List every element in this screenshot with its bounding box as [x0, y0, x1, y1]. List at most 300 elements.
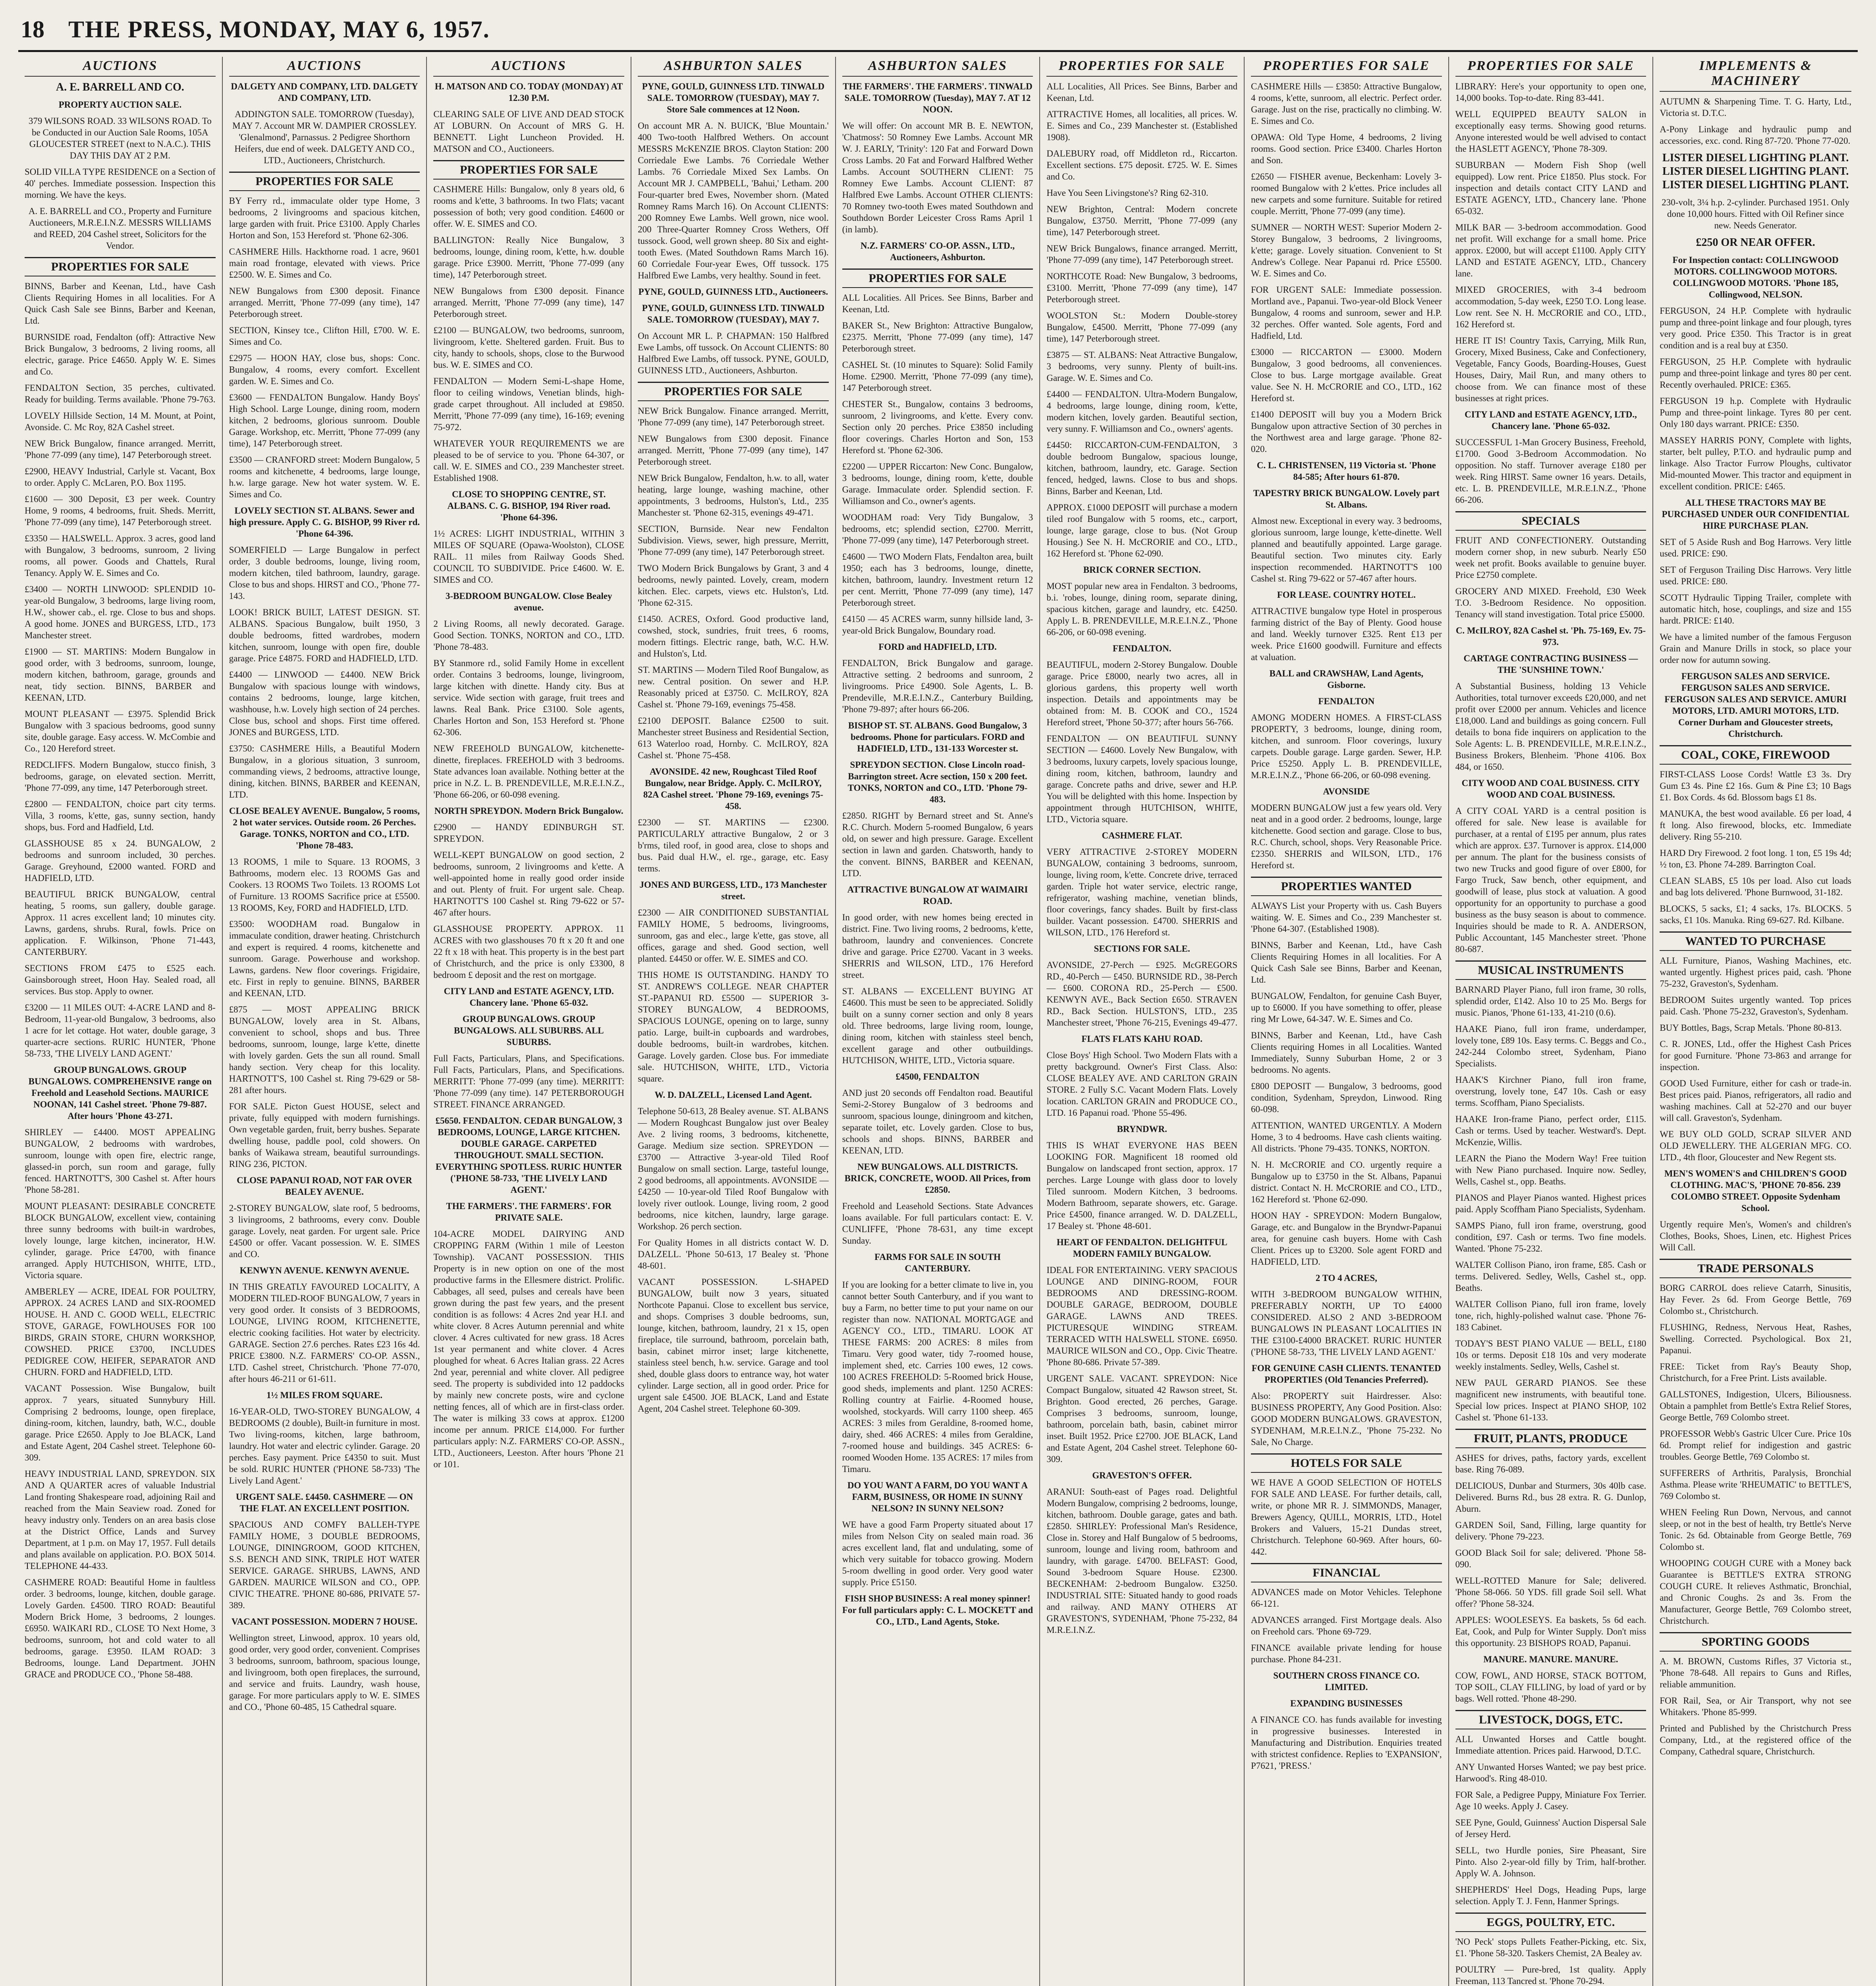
classified-ad: SECTION, Kinsey tce., Clifton Hill, £700. W. E. Simes and Co. [229, 325, 420, 347]
classified-ad: REDCLIFFS. Modern Bungalow, stucco finish, 3 bedrooms, garage, on elevated section. Merritt, 'Phone 77-099, any time, 147 Peterborough street. [25, 760, 216, 793]
classified-ad: 13 ROOMS, 1 mile to Square. 13 ROOMS, 3 Bathrooms, modern elec. 13 ROOMS Gas and Cookers. 13 ROOMS Two Toilets. 13 ROOMS Lot of Furniture. 13 ROOMS Sacrifice price at £5500. 13 ROOMS, Key, FORD and HADFIELD, LTD. [229, 857, 420, 913]
classified-ad: £800 DEPOSIT — Bungalow, 3 bedrooms, good condition, Sydenham, Spreydon, Linwood. Ring 60-098. [1251, 1081, 1442, 1114]
classified-ad: URGENT SALE. VACANT. SPREYDON: Nice Compact Bungalow, situated 42 Rawson street, St. Brighton. Good erected, 26 perches, Garage. Comprises 3 bedrooms, sunroom, lounge, bathroom, porcelain bath, basin, cabinet mirror inset. Built 1952. Price £2700. JOE BLACK, Land and Estate Agent, 204 Cashel street. Telephone 60-309. [1046, 1374, 1237, 1464]
classified-ad: NEW Bungalows from £300 deposit. Finance arranged. Merritt, 'Phone 77-099 (any time), 147 Peterborough street. [638, 434, 829, 467]
classified-ad: FENDALTON, Brick Bungalow and garage. Attractive setting. 2 bedrooms and sunroom, 2 livingrooms. Price £4900. Sole Agents, L. B. Prendeville, M.R.E.I.N.Z., Canterbury Building, 'Phone 79-897; after hours 66-206. [842, 658, 1033, 714]
classified-ad: GOOD Black Soil for sale; delivered. 'Phone 58-090. [1455, 1548, 1646, 1569]
classified-ad: £4600 — TWO Modern Flats, Fendalton area, built 1950; each has 3 bedrooms, lounge, dinette, kitchen, bathroom, laundry. Investment return 12 per cent. Merritt, 'Phone 77-099 (any time), 147 Peterborough street. [842, 552, 1033, 608]
classified-ad: A-Pony Linkage and hydraulic pump and accessories, exc. cond. Ring 87-720. 'Phone 77-020. [1660, 124, 1851, 146]
classified-ad: BINNS, Barber and Keenan, Ltd., have Cash Clients Requiring Homes in all localities. For A Quick Cash Sale see Binns, Barber and Keenan, Ltd. [1251, 940, 1442, 985]
classified-ad: Wellington street, Linwood, approx. 10 years old, good order, very good order, convenient. Comprises 3 bedrooms, sunroom, bathroom, spacious lounge, and livingroom, both open fireplaces, the surround, and service and fruits. Laundry, wash house, garage. For more particulars apply to W. E. SIMES and CO., 'Phone 60-485, 15 Cathedral square. [229, 1633, 420, 1712]
classified-ad: LOOK! BRICK BUILT, LATEST DESIGN. ST. ALBANS. Spacious Bungalow, built 1950, 3 double bedrooms, fitted wardrobes, modern kitchen, sunroom, lounge with open fire, double garage. Price £4875. FORD and HADFIELD, LTD. [229, 607, 420, 663]
classified-ad: £875 — MOST APPEALING BRICK BUNGALOW, lovely area in St. Albans, convenient to school, shops and bus. Three bedrooms, sunroom, lounge, large k'ette, dinette with lovely garden. Gets the sun all round. Small handy section. Very cheap for this locality. HARTNOTT'S, 100 Cashel st. Ring 79-629 or 58-281 after hours. [229, 1005, 420, 1095]
classified-ad: NEW Brighton, Central: Modern concrete Bungalow, £3750. Merritt, 'Phone 77-099 (any time), 147 Peterborough street. [1046, 204, 1237, 237]
classified-columns [18, 57, 1858, 1986]
classified-ad: GROCERY AND MIXED. Freehold, £30 Week T.O. 3-Bedroom Residence. No opposition. Tenancy will stand investigation. Total price £5000. [1455, 586, 1646, 619]
classified-ad: COW, FOWL, AND HORSE, STACK BOTTOM, TOP SOIL, CLAY FILLING, by load of yard or by bags. Well rotted. 'Phone 48-290. [1455, 1671, 1646, 1704]
classified-ad: FENDALTON — ON BEAUTIFUL SUNNY SECTION — £4600. Lovely New Bungalow, with 3 bedrooms, luxury carpets, lovely spacious lounge, dining room, kitchen, bathroom, laundry and garage. Concrete paths and drive, sewer and H.P. You will be delighted with this home. Inspection by appointment through HUTCHISON, WHITE, LTD., Victoria square. [1046, 734, 1237, 824]
classified-ad: APPROX. £1000 DEPOSIT will purchase a modern tiled roof Bungalow with 5 rooms, etc., carport, lounge, large garage, close to bus. (Not Group Housing.) See N. H. McCRORIE and CO., LTD., 162 Hereford st. 'Phone 62-090. [1046, 502, 1237, 558]
column-7 [1245, 57, 1449, 1986]
classified-ad: CLEARING SALE OF LIVE AND DEAD STOCK AT LOBURN. On Account of MRS G. H. BENNETT. Light Luncheon Provided. H. MATSON and CO., Auctioneers. [433, 109, 624, 154]
classified-ad: IDEAL FOR ENTERTAINING. VERY SPACIOUS LOUNGE AND DINING-ROOM, FOUR BEDROOMS AND DRESSING-ROOM. DOUBLE GARAGE, BEDROOM, DOUBLE GARAGE. LAWNS AND TREES. PICTURESQUE WINDING STREAM. TERRACED WITH HALSWELL STONE. £6950. MAURICE WILSON and CO., Opp. Civic Theatre. 'Phone 80-686. Private 57-389. [1046, 1265, 1237, 1367]
classified-ad: LOVELY SECTION ST. ALBANS. Sewer and high pressure. Apply C. G. BISHOP, 99 River rd. 'Phone 64-396. [229, 506, 420, 539]
section-heading: SPORTING GOODS [1660, 1632, 1851, 1652]
classified-ad: On account MR A. N. BUICK, 'Blue Mountain.' 400 Two-tooth Halfbred Wethers. On account MESSRS McKENZIE BROS. Clayton Station: 200 Corriedale Ewe Lambs. 76 Corriedale Wether Lambs. 76 Corriedale Mixed Sex Lambs. On Account MR J. CAMPBELL, 'Bahui,' Letham. 200 Four-quarter bred Ewes, November shorn. (Mated Romney Rams March 16). On Account CLIENTS: 200 Romney Ewe Lambs. Well grown, nice wool. 200 Three-Quarter Romney Cross Wethers, Off tussock. Good, well grown sheep. 80 Six and eight-tooth Ewes. (Mated Southdown Rams March 16). 60 Corriedale Four-year Ewes, Off tussock. 175 Halfbred Ewe Lambs, very healthy. Sound in feet. [638, 121, 829, 280]
classified-ad: NORTH SPREYDON. Modern Brick Bungalow. [434, 806, 623, 816]
classified-ad: SUCCESSFUL 1-Man Grocery Business, Freehold, £1700. Good 3-Bedroom Accommodation. No opposition. No staff. Turnover average £180 per week. Ring HIRST. Same owner 16 years. Details, etc. L. B. PRENDEVILLE, M.R.E.I.N.Z., 'Phone 66-206. [1455, 437, 1646, 505]
classified-ad: SPREYDON SECTION. Close Lincoln road-Barrington street. Acre section, 150 x 200 feet. TONKS, NORTON and CO., LTD. 'Phone 79-483. [847, 760, 1028, 804]
classified-ad: DALEBURY road, off Middleton rd., Riccarton. Excellent sections. £75 deposit. £725. W. E. Simes and Co. [1046, 149, 1237, 182]
classified-ad: LOVELY Hillside Section, 14 M. Mount, at Point, Avonside. C. Mc Roy, 82A Cashel street. [25, 411, 216, 432]
classified-ad: HAAKE Iron-frame Piano, perfect order, £115. Cash or terms. Used by teacher. Westward's. Dept. McKenzie, Willis. [1455, 1114, 1646, 1147]
classified-ad: MOUNT PLEASANT: DESIRABLE CONCRETE BLOCK BUNGALOW, excellent view, containing three sunny bedrooms with built-in wardrobes, lovely lounge, large kitchen, incinerator, H.W. cylinder, garage. Price £4700, with finance arranged. Apply HUTCHISON, WHITE, LTD., Victoria square. [25, 1201, 216, 1280]
classified-ad: ATTRACTIVE bungalow type Hotel in prosperous farming district of the Bay of Plenty. Good house and land. Weekly turnover £325. Rent £13 per week. Price £1600 goodwill. Furniture and effects at valuation. [1251, 606, 1442, 662]
classified-ad: £2900, HEAVY Industrial, Carlyle st. Vacant, Box to order. Apply C. McLaren, P.O. Box 1195. [25, 466, 216, 488]
section-heading: WANTED TO PURCHASE [1660, 931, 1851, 951]
classified-ad: PROFESSOR Webb's Gastric Ulcer Cure. Price 10s 6d. Prompt relief for indigestion and gastric troubles. George Bettle, 769 Colombo st. [1660, 1429, 1851, 1462]
classified-ad: £1400 DEPOSIT will buy you a Modern Brick Bungalow upon attractive Section of 30 perches in the Northwest area and large garage. 'Phone 82-020. [1251, 410, 1442, 454]
classified-ad: AVONSIDE. 42 new, Roughcast Tiled Roof Bungalow, near Bridge. Apply. C. McILROY, 82A Cashel street. 'Phone 79-169, evenings 75-458. [643, 767, 823, 811]
classified-ad: CASHMERE Hills: Bungalow, only 8 years old, 6 rooms and k'ette, 3 bathrooms. In two Flats; vacant possession of both; very good condition. £4600 or offer. W. E. SIMES and CO. [433, 184, 624, 229]
column-5 [836, 57, 1040, 1986]
classified-ad: GROUP BUNGALOWS. GROUP BUNGALOWS. COMPREHENSIVE range on Freehold and Leasehold Sections. MAURICE NOONAN, 141 Cashel street. 'Phone 79-887. After hours 'Phone 43-271. [28, 1065, 212, 1121]
classified-ad: AMONG MODERN HOMES. A FIRST-CLASS PROPERTY, 3 bedrooms, lounge, dining room, kitchen, and sunroom. Floor coverings, luxury carpets. Double garage. Large garden. Sewer, H.P. Price £5250. Apply L. B. PRENDEVILLE, M.R.E.I.N.Z., 'Phone 66-206, or 60-098 evening. [1251, 713, 1442, 780]
classified-ad: BEAUTIFUL BRICK BUNGALOW, central heating, 5 rooms, sun gallery, double garage. Approx. 11 acres excellent land; 10 minutes city. Lawns, gardens, shrubs. Rural, fowls. Price on application. F. Wilkinson, 'Phone 71-443, CANTERBURY. [25, 889, 216, 957]
classified-ad: Also: PROPERTY suit Hairdresser. Also: BUSINESS PROPERTY, Any Good Position. Also: GOOD MODERN BUNGALOWS. GRAVESTON, SYDENHAM, M.R.E.I.N.Z., 'Phone 75-232. No Sale, No Charge. [1251, 1391, 1442, 1447]
classified-ad: CLOSE PAPANUI ROAD, NOT FAR OVER BEALEY AVENUE. [237, 1175, 412, 1197]
classified-ad: WITH 3-BEDROOM BUNGALOW WITHIN, PREFERABLY NORTH, UP TO £4000 CONSIDERED. ALSO 2 AND 3-BEDROOM BUNGALOWS IN PLEASANT LOCALITIES IN THE £3100-£4000 BRACKET. RURIC HUNTER ('PHONE 58-733, 'THE LIVELY LAND AGENT.' [1251, 1289, 1442, 1357]
classified-ad: £3200 — 11 MILES OUT: 4-ACRE LAND and 8-Bedroom, 11-year-old Bungalow, 3 bedrooms, also 1 acre for let cottage. Hot water, double garage, 3 quarter-acre sections. RURIC HUNTER, 'Phone 58-733, 'THE LIVELY LAND AGENT.' [25, 1003, 216, 1059]
classified-ad: 1½ ACRES: LIGHT INDUSTRIAL, WITHIN 3 MILES OF SQUARE (Opawa-Woolston), CLOSE RAIL. 11 miles from Railway Goods Shed. COUNCIL TO SUBDIVIDE. Price £4600. W. E. SIMES and CO. [433, 529, 624, 585]
classified-ad: WELL-KEPT BUNGALOW on good section, 2 bedrooms, sunroom, 2 livingrooms and k'ette. A well-appointed home in really good order inside and out. Plenty of fruit. For urgent sale. Cheap. HARTNOTT'S 100 Cashel st. Ring 79-622 or 57-467 after hours. [433, 850, 624, 918]
classified-ad: PIANOS and Player Pianos wanted. Highest prices paid. Apply Scoffham Piano Specialists, Sydenham. [1455, 1193, 1646, 1214]
classified-ad: NEW FREEHOLD BUNGALOW, kitchenette-dinette, fireplaces. FREEHOLD with 3 bedrooms. State advances loan available. Nothing better at the price in N.Z. L. B. PRENDEVILLE, M.R.E.I.N.Z., 'Phone 66-206, or 60-098 evening. [433, 744, 624, 800]
classified-ad: WE have a good Farm Property situated about 17 miles from Nelson City on sealed main road. 36 acres excellent land, flat and undulating, some of which very suitable for tobacco growing. Modern 5-room dwelling in good order. Very good water supply. Price £5150. [842, 1520, 1033, 1587]
classified-ad: TWO Modern Brick Bungalows by Grant, 3 and 4 bedrooms, newly painted. Lovely, cream, modern kitchen. Elec. carpets, views etc. Hulston's, Ltd. 'Phone 62-315. [638, 563, 829, 608]
classified-ad: SUMNER — NORTH WEST: Superior Modern 2-Storey Bungalow, 3 bedrooms, 2 livingrooms, k'ette; garage. Lovely situation. Convenient to St Andrew's College. Near Papanui rd. Price £5500. W. E. Simes and Co. [1251, 222, 1442, 278]
classified-ad: CITY WOOD AND COAL BUSINESS. CITY WOOD AND COAL BUSINESS. [1461, 778, 1640, 800]
classified-ad: £3500 — CRANFORD street: Modern Bungalow, 5 rooms and kitchenette, 4 bedrooms, large lounge, h.w. large garage. New hot water system. W. E. Simes and Co. [229, 455, 420, 499]
column-header: AUCTIONS [229, 57, 420, 77]
classified-ad: PROPERTY AUCTION SALE. [58, 100, 182, 110]
classified-ad: LEARN the Piano the Modern Way! Free tuition with New Piano purchased. Inquire now. Sedley, Wells, Cashel st., opp. Beaths. [1455, 1153, 1646, 1186]
classified-ad: BY Ferry rd., immaculate older type Home, 3 bedrooms, 2 livingrooms and spacious kitchen, large garden with fruit. Price £3100. Apply Charles Horton and Son, 153 Hereford st. 'Phone 62-306. [229, 196, 420, 240]
classified-ad: GARDEN Soil, Sand, Filling, large quantity for delivery. 'Phone 79-223. [1455, 1520, 1646, 1542]
classified-ad: WALTER Collison Piano, full iron frame, lovely tone, rich, highly-polished walnut case. 'Phone 76-183 Cabinet. [1455, 1299, 1646, 1332]
classified-ad: GOOD Used Furniture, either for cash or trade-in. Best prices paid. Pianos, refrigerators, all radio and washing machines. Call at 52-270 and our buyer will call. Graveston's, Sydenham. [1660, 1078, 1851, 1123]
classified-ad: THIS HOME IS OUTSTANDING. HANDY TO ST. ANDREW'S COLLEGE. NEAR CHAPTER ST.-PAPANUI RD. £5500 — SUPERIOR 3-STOREY BUNGALOW, 4 BEDROOMS, SPACIOUS LOUNGE, opening on to large, sunny patio. Large, built-in cupboards and wardrobes, double bedrooms, built-in wardrobes, kitchen. Garage. Lovely garden. Close bus. For immediate sale. HUTCHISON, WHITE, LTD., Victoria square. [638, 970, 829, 1084]
classified-ad: CHESTER St., Bungalow, contains 3 bedrooms, sunroom, 2 livingrooms, and k'ette. Every conv. Section only 20 perches. Price £3850 including floor coverings. Charles Horton and Son, 153 Hereford st. 'Phone 62-306. [842, 399, 1033, 455]
classified-ad: WOOLSTON St.: Modern Double-storey Bungalow, £4500. Merritt, 'Phone 77-099 (any time), 147 Peterborough street. [1046, 311, 1237, 344]
column-8 [1449, 57, 1654, 1986]
classified-ad: £4450: RICCARTON-CUM-FENDALTON, 3 double bedroom Bungalow, spacious lounge, kitchen, bathroom, laundry, etc. Garage. Section fenced, hedged, lawns. Close to bus and shops. Binns, Barber and Keenan, Ltd. [1046, 440, 1237, 496]
classified-ad: ALL Unwanted Horses and Cattle bought. Immediate attention. Prices paid. Harwood, D.T.C. [1455, 1734, 1646, 1756]
section-heading: PROPERTIES FOR SALE [433, 160, 624, 180]
classified-ad: Almost new. Exceptional in every way. 3 bedrooms, glorious sunroom, large lounge, k'ette-dinette. Well planned and beautifully appointed. Large garage. Beautiful section. Two minutes city. Early inspection recommended. HARTNOTT'S 100 Cashel st. Ring 79-622 or 57-467 after hours. [1251, 516, 1442, 583]
classified-ad: FREE: Ticket from Ray's Beauty Shop, Christchurch, for a Free Print. Lists available. [1660, 1362, 1851, 1383]
classified-ad: SUBURBAN — Modern Fish Shop (well equipped). Low rent. Price £1850. Plus stock. For inspection and details contact CITY LAND and ESTATE AGENCY, LTD., Chancery lane. 'Phone 65-032. [1455, 160, 1646, 216]
classified-ad: 379 WILSONS ROAD. 33 WILSONS ROAD. To be Conducted in our Auction Sale Rooms, 105A GLOUCESTER STREET (next to N.A.C.). THIS DAY THIS DAY AT 2 P.M. [28, 116, 212, 160]
classified-ad: ANY Unwanted Horses Wanted; we pay best price. Harwood's. Ring 48-010. [1455, 1762, 1646, 1783]
page-number: 18 [21, 16, 44, 43]
classified-ad: £3600 — FENDALTON Bungalow. Handy Boys' High School. Large Lounge, dining room, modern kitchen, 2 bedrooms, glorious sunroom. Double Garage. Workshop, etc. Merritt, 'Phone 77-099 (any time), 147 Peterborough street. [229, 392, 420, 448]
classified-ad: 230-volt, 3¼ h.p. 2-cylinder. Purchased 1951. Only done 10,000 hours. Fitted with Oil Refiner since new. Needs Generator. [1662, 197, 1850, 230]
classified-ad: FOR SALE. Picton Guest HOUSE, select and private, fully equipped with modern furnishings. Own vegetable garden, fruit, berry bushes. Separate dwelling house, paddle pool, cold showers. On banks of Waikawa stream, beautiful surroundings. RING 236, PICTON. [229, 1101, 420, 1169]
classified-ad: ADDINGTON SALE. TOMORROW (Tuesday), MAY 7. Account MR W. DAMPIER CROSSLEY. 'Glenalmond', Parnassus. 2 Pedigree Shorthorn Heifers, due end of week. DALGETY AND CO., LTD., Auctioneers, Christchurch. [232, 109, 417, 165]
classified-ad: HARD Dry Firewood. 2 foot long. 1 ton, £5 19s 4d; ½ ton, £3. Phone 74-289. Barrington Coal. [1660, 848, 1851, 869]
classified-ad: ALL THESE TRACTORS MAY BE PURCHASED UNDER OUR CONFIDENTIAL HIRE PURCHASE PLAN. [1662, 498, 1849, 531]
classified-ad: WHEN Feeling Run Down, Nervous, and cannot sleep, or not in the best of health, try Bettle's Nerve Tonic. 2s 6d. Obtainable from George Bettle, 769 Colombo st. [1660, 1507, 1851, 1552]
classified-ad: MOST popular new area in Fendalton. 3 bedrooms, b.i. 'robes, lounge, dining room, separate dining, spacious kitchen, garage and laundry, etc. £4250. Apply L. B. PRENDEVILLE, M.R.E.I.N.Z., 'Phone 66-206, or 60-098 evening. [1046, 581, 1237, 637]
classified-ad: £3350 — HALSWELL. Approx. 3 acres, good land with Bungalow, 3 bedrooms, sunroom, 2 living rooms, all power. Goods and Chattels, Rural Tenancy. Apply W. E. Simes and Co. [25, 533, 216, 578]
column-header: AUCTIONS [25, 57, 216, 77]
classified-ad: WOODHAM road: Very Tidy Bungalow, 3 bedrooms, etc; splendid section, £2700. Merritt, 'Phone 77-099 (any time), 147 Peterborough street. [842, 512, 1033, 545]
classified-ad: 'NO Peck' stops Pullets Feather-Picking, etc. Six, £1. 'Phone 58-320. Taskers Chemist, 2A Bealey av. [1455, 1937, 1646, 1958]
classified-ad: HERE IT IS! Country Taxis, Carrying, Milk Run, Grocery, Mixed Business, Cake and Confectionery, Vegetable, Fancy Goods, Boarding-Houses, Guest Houses, Dairy, Mail Run, and many others to choose from. We can finance most of these businesses at right prices. [1455, 336, 1646, 403]
classified-ad: FLUSHING, Redness, Nervous Heat, Rashes, Swelling. Corrected. Psychological. Box 21, Papanui. [1660, 1322, 1851, 1355]
classified-ad: BRICK CORNER SECTION. [1083, 565, 1201, 575]
classified-ad: OPAWA: Old Type Home, 4 bedrooms, 2 living rooms. Good section. Price £3400. Charles Horton and Son. [1251, 132, 1442, 165]
classified-ad: FERGUSON, 24 H.P. Complete with hydraulic pump and three-point linkage and four plough, tyres very good. Price £350. This Tractor is in great condition and is a real buy at £350. [1660, 306, 1851, 350]
classified-ad: SUFFERERS of Arthritis, Paralysis, Bronchial Asthma. Please write 'RHEUMATIC' to BETTLE'S, 769 Colombo st. [1660, 1468, 1851, 1501]
classified-ad: £3500: WOODHAM road. Bungalow in immaculate condition, drawer heating. Christchurch and expert is required. 4 rooms, kitchenette and sunroom. Garage. Powerhouse and workshop. Lawns, gardens. New floor coverings. Frigidaire, etc. First in reply to genuine. BINNS, BARBER and KEENAN, LTD. [229, 919, 420, 998]
classified-ad: A CITY COAL YARD is a central position is offered for sale. New lease is available for purchaser, at a rental of £195 per annum, plus rates which are approx. £37. Turnover is approx. £14,000 per annum. The plant for the business consists of two new Trucks and good figure of over £800, for Fargo Truck, Saw bench, other equipment, and goodwill of lease, plus stock at valuation. A good opportunity for an opportunity to purchase a good business as the busy season is about to commence. Inquiries should be made to R. A. ANDERSON, Public Accountant, 145 Manchester street. 'Phone 80-687. [1455, 806, 1646, 954]
section-heading: PROPERTIES FOR SALE [229, 172, 420, 191]
classified-ad: ALWAYS List your Property with us. Cash Buyers waiting. W. E. Simes and Co., 239 Manchester st. 'Phone 64-307. (Established 1908). [1251, 901, 1442, 934]
classified-ad: HAAK'S Kirchner Piano, full iron frame, overstrung, lovely tone, £47 10s. Cash or easy terms. Scoffham, Piano Specialists. [1455, 1075, 1646, 1108]
section-heading: PROPERTIES WANTED [1251, 877, 1442, 896]
classified-ad: THIS IS WHAT EVERYONE HAS BEEN LOOKING FOR. Magnificent 18 roomed old Bungalow on landscaped front section, approx. 17 perches. Large Lounge with glass door to lovely Tiled sunroom. Modern Kitchen, 3 bedrooms. Modern Bathroom, separate showers, etc. Garage. Price £4500, finance arranged. W. D. DALZELL, 17 Bealey st. 'Phone 48-601. [1046, 1140, 1237, 1231]
classified-ad: BRYNDWR. [1117, 1124, 1167, 1134]
classified-ad: KENWYN AVENUE. KENWYN AVENUE. [239, 1265, 409, 1275]
classified-ad: £2100 — BUNGALOW, two bedrooms, sunroom, livingroom, k'ette. Sheltered garden. Fruit. Bus to city, handy to schools, shops, close to the Burwood bus. W. E. SIMES and CO. [433, 325, 624, 370]
classified-ad: £3875 — ST. ALBANS: Neat Attractive Bungalow, 3 bedrooms, very sunny. Plenty of built-ins. Garage. W. E. Simes and Co. [1046, 350, 1237, 383]
classified-ad: SET of 5 Aside Rush and Bog Harrows. Very little used. PRICE: £90. [1660, 537, 1851, 558]
classified-ad: ST. ALBANS — EXCELLENT BUYING AT £4600. This must be seen to be appreciated. Solidly built on a sunny corner section and only 8 years old. Three bedrooms, large living room, lounge, dining room, kitchen with stainless steel bench, excellent garage and other outbuildings. HUTCHISON, WHITE, LTD., Victoria square. [842, 986, 1033, 1065]
classified-ad: CLOSE BEALEY AVENUE. Bungalow, 5 rooms, 2 hot water services. Outside room. 26 Perches. Garage. TONKS, NORTON and CO., LTD. 'Phone 78-483. [229, 806, 420, 850]
classified-ad: FARMS FOR SALE IN SOUTH CANTERBURY. [874, 1252, 1001, 1273]
classified-ad: BAKER St., New Brighton: Attractive Bungalow, £2375. Merritt, 'Phone 77-099 (any time), 147 Peterborough street. [842, 321, 1033, 354]
classified-ad: 3-BEDROOM BUNGALOW. Close Bealey avenue. [445, 591, 612, 612]
column-4 [631, 57, 836, 1986]
column-9 [1653, 57, 1858, 1986]
classified-ad: ALL Localities, All Prices. See Binns, Barber and Keenan, Ltd. [1046, 81, 1237, 103]
classified-ad: SPACIOUS AND COMFY BALLEH-TYPE FAMILY HOME, 3 DOUBLE BEDROOMS, LOUNGE, DININGROOM, GOOD KITCHEN, S.S. BENCH AND SINK, TRIPLE HOT WATER SERVICE. GARAGE. SHRUBS, LAWNS, AND GARDEN. MAURICE WILSON and CO., OPP. CIVIC THEATRE. 'PHONE 80-686, PRIVATE 57-389. [229, 1520, 420, 1610]
classified-ad: BUNGALOW, Fendalton, for genuine Cash Buyer, up to £6000. If you have something to offer, please ring Mr Lowe, 64-347. W. E. Simes and Co. [1251, 991, 1442, 1024]
classified-ad: PYNE, GOULD, GUINNESS LTD., Auctioneers. [638, 287, 828, 297]
classified-ad: DO YOU WANT A FARM, DO YOU WANT A FARM, BUSINESS, OR HOME IN SUNNY NELSON? IN SUNNY NELSON? [847, 1480, 1028, 1513]
classified-ad: HEAVY INDUSTRIAL LAND, SPREYDON. SIX AND A QUARTER acres of valuable Industrial Land fronting Shakespeare road, adjoining Rail and reached from the Main Seaview road. Zoned for heavy industry only. Tenders on an area basis close at the District Office, Lands and Survey Department, at 1 p.m. on May 17, 1957. Full details and plans available on application. P.O. BOX 5014. TELEPHONE 44-433. [25, 1469, 216, 1571]
classified-ad: 104-ACRE MODEL DAIRYING AND CROPPING FARM (Within 1 mile of Leeston Township). VACANT POSSESSION. THIS Property is in new option on one of the most productive farms in the Ellesmere district. Prolific. Cabbages, all seed, pulses and cereals have been grown during the past few years, and the present condition is as follows: 4 Acres 2nd year H.I. and white clover. 8 Acres Autumn perennial and white clover. 4 Acres cultivated for new grass. 18 Acres 1st year permanent and white clover. 4 Acres ploughed for wheat. 6 Acres Italian grass. 22 Acres 2nd year, perennial and white clover. All pedigree seed. The property is subdivided into 12 paddocks by mainly new concrete posts, wire and cyclone netting fences, all of which are in first-class order. The water is milking 33 cows at approx. £1200 income per annum. PRICE £14,000. For further particulars apply: N.Z. FARMERS' CO-OP. ASSN., LTD., Auctioneers, Leeston. After hours 'Phone 21 or 101. [433, 1229, 624, 1469]
classified-ad: A Substantial Business, holding 13 Vehicle Authorities, total turnover exceeds £20,000, and net profit over £2000 per annum. Vehicles and licence £18,000. Land and buildings as going concern. Full details to bona fide inquirers on application to the Sole Agents: L. B. PRENDEVILLE, M.R.E.I.N.Z., Business Brokers, Blenheim. 'Phone 4106. Box 484, or 1650. [1455, 681, 1646, 772]
section-heading: MUSICAL INSTRUMENTS [1455, 960, 1646, 980]
classified-ad: 2-STOREY BUNGALOW, slate roof, 5 bedrooms, 3 livingrooms, 2 bathrooms, every conv. Double garage. Lovely, neat garden. For urgent sale. Price £4500 or offer. Vacant possession. W. E. SIMES and CO. [229, 1203, 420, 1259]
classified-ad: £4400 — LINWOOD — £4400. NEW Brick Bungalow with spacious lounge with windows, contains 2 bedrooms, lounge, large kitchen, washhouse, h.w. Lovely high section of 24 perches. Close bus, school and shops. First time offered. JONES and BURGESS, LTD. [229, 670, 420, 737]
classified-ad: NEW Brick Bungalow, Fendalton, h.w. to all, water heating, large lounge, washing machine, other appointments, 3 bedrooms, Hulston's, Ltd., 235 Manchester st. 'Phone 62-315, evenings 49-471. [638, 473, 829, 518]
column-2 [223, 57, 427, 1986]
classified-ad: BLOCKS, 5 sacks, £1; 4 sacks, 17s. BLOCKS. 5 sacks, £1 10s. Manuka. Ring 69-627. Rd. Kilbane. [1660, 904, 1851, 925]
classified-ad: £4500, FENDALTON [896, 1072, 980, 1082]
classified-ad: FOR URGENT SALE: Immediate possession. Mortland ave., Papanui. Two-year-old Block Veneer Bungalow, 4 rooms and sunroom, sewer and H.P. 32 perches. Offer wanted. Sole agents, Ford and Hadfield, Ltd. [1251, 285, 1442, 341]
classified-ad: FOR LEASE. COUNTRY HOTEL. [1277, 590, 1416, 600]
classified-ad: TODAY'S BEST PIANO VALUE — BELL, £180 10s or terms. Deposit £18 10s and very moderate weekly instalments. Sedley, Wells, Cashel st. [1455, 1339, 1646, 1372]
classified-ad: A. M. BROWN, Customs Rifles, 37 Victoria st., 'Phone 78-648. All repairs to Guns and Rifles, reliable ammunition. [1660, 1656, 1851, 1689]
classified-ad: £2200 — UPPER Riccarton: New Conc. Bungalow, 3 bedrooms, lounge, dining room, k'ette, double Garage. Immaculate order. Splendid section. F. Williamson and Co., owner's agents. [842, 462, 1033, 506]
classified-ad: SECTIONS FOR SALE. [1094, 944, 1190, 954]
classified-ad: WELL EQUIPPED BEAUTY SALON in exceptionally easy terms. Showing good returns. Anyone interested would be well advised to contact the HASLETT AGENCY, 'Phone 78-309. [1455, 109, 1646, 154]
classified-ad: ARANUI: South-east of Pages road. Delightful Modern Bungalow, comprising 2 bedrooms, lounge, kitchen, bathroom. Double garage, gates and bath. £2850. SHIRLEY: Professional Man's Residence, Close in. Storey and Half Bungalow of 5 bedrooms, sunroom, lounge and living room, bathroom and laundry, with garage. £4700. BELFAST: Good, Sound 3-bedroom Square House. £2300. BECKENHAM: 2-bedroom Bungalow. £3250. INDUSTRIAL SITE: Situated handy to good roads and railway. AND MANY OTHERS AT GRAVESTON'S, SYDENHAM, 'Phone 75-232, 84 M.R.E.I.N.Z. [1046, 1487, 1237, 1635]
section-heading: PROPERTIES FOR SALE [842, 269, 1033, 288]
classified-ad: W. D. DALZELL, Licensed Land Agent. [654, 1090, 812, 1100]
classified-ad: £2800 — FENDALTON, choice part city terms. Villa, 3 rooms, k'ette, gas, sunny section, handy shops, bus. Ford and Hadfield, Ltd. [25, 799, 216, 832]
classified-ad: EXPANDING BUSINESSES [1290, 1698, 1403, 1708]
classified-ad: SELL, two Hurdle ponies, Sire Pheasant, Sire Pinto. Also 2-year-old filly by Trim, half-brother. Apply W. A. Johnson. [1455, 1845, 1646, 1878]
column-header: PROPERTIES FOR SALE [1251, 57, 1442, 77]
classified-ad: On Account MR L. P. CHAPMAN: 150 Halfbred Ewe Lambs, off tussock. On Account CLIENTS: 80 Halfbred Ewe Lambs, off tussock. PYNE, GOULD, GUINNESS LTD., Auctioneers, Ashburton. [638, 331, 829, 375]
classified-ad: £2300 — ST. MARTINS — £2300. PARTICULARLY attractive Bungalow, 2 or 3 b'rms, tiled roof, in good area, close to shops and bus. Paid dual H.W., el. rge., garage, etc. Easy terms. [638, 817, 829, 873]
classified-ad: THE FARMERS'. THE FARMERS'. FOR PRIVATE SALE. [446, 1201, 612, 1223]
classified-ad: SECTIONS FROM £475 to £525 each. Gainsborough street, Hoon Hay. Sealed road, all services. Bus stop. Apply to owner. [25, 963, 216, 996]
classified-ad: BALLINGTON: Really Nice Bungalow, 3 bedrooms, lounge, dining room, k'ette, h.w. double garage. Price £3900. Merritt, 'Phone 77-099 (any time), 147 Peterborough street. [433, 235, 624, 280]
classified-ad: £2975 — HOON HAY, close bus, shops: Conc. Bungalow, 4 rooms, every comfort. Excellent garden. W. E. Simes and Co. [229, 353, 420, 386]
classified-ad: CLEAN SLABS, £5 10s per load. Also cut loads and bag lots delivered. 'Phone Burnwood, 31-182. [1660, 876, 1851, 897]
column-header: IMPLEMENTS & MACHINERY [1660, 57, 1851, 92]
classified-ad: FOR GENUINE CASH CLIENTS. TENANTED PROPERTIES (Old Tenancies Preferred). [1251, 1363, 1441, 1385]
classified-ad: MILK BAR — 3-bedroom accommodation. Good net profit. Will exchange for a small home. Price approx. £2000, but will accept £1100. Apply CITY LAND and ESTATE AGENCY, LTD., Chancery lane. [1455, 222, 1646, 278]
classified-ad: SHIRLEY — £4400. MOST APPEALING BUNGALOW, 2 bedrooms with wardrobes, sunroom, lounge with open fire, electric range, glassed-in porch, sun room and garage, fully fenced. HARTNOTT'S, 300 Cashel st. After hours 'Phone 58-281. [25, 1127, 216, 1195]
classified-ad: AMBERLEY — ACRE, IDEAL FOR POULTRY, APPROX. 24 ACRES LAND and SIX-ROOMED HOUSE. H. AND C. GOOD WELL, ELECTRIC STOVE, GARAGE, FOWLHOUSES FOR 100 BIRDS, GRAIN STORE, CHURN WORKSHOP, COWSHED. PRICE £3700, INCLUDES PEDIGREE COW, HEIFER, SEPARATOR AND CHURN. FORD and HADFIELD, LTD. [25, 1287, 216, 1377]
classified-ad: SOMERFIELD — Large Bungalow in perfect order, 3 double bedrooms, lounge, living room, modern kitchen, tiled bathroom, laundry, garage. Close to bus and shops. HIRST and CO., 'Phone 77-143. [229, 545, 420, 601]
classified-ad: £2300 — AIR CONDITIONED SUBSTANTIAL FAMILY HOME, 5 bedrooms, livingrooms, sunroom, gas and elec., large k'ette, gas stove, all offices, garage and shed. Good section, well planted. £4450 or offer. W. E. SIMES and CO. [638, 908, 829, 964]
classified-ad: GALLSTONES, Indigestion, Ulcers, Biliousness. Obtain a pamphlet from Bettle's Extra Relief Stores, George Bettle, 769 Colombo street. [1660, 1389, 1851, 1422]
classified-ad: £1450. ACRES, Oxford. Good productive land, cowshed, stock, sundries, fruit trees, 6 rooms, modern fittings. Electric range, bath, W.C. H.W. and Hulston's, Ltd. [638, 614, 829, 659]
classified-ad: NORTHCOTE Road: New Bungalow, 3 bedrooms, £3100. Merritt, 'Phone 77-099 (any time), 147 Peterborough street. [1046, 271, 1237, 304]
classified-ad: APPLES: WOOLESEYS. Ea baskets, 5s 6d each. Eat, Cook, and Pulp for Winter Supply. Don't miss this opportunity. 23 BISHOPS ROAD, Papanui. [1455, 1615, 1646, 1648]
section-heading: FINANCIAL [1251, 1563, 1442, 1582]
classified-ad: WE HAVE A GOOD SELECTION OF HOTELS FOR SALE AND LEASE. For further details, call, write, or phone MR R. J. SIMMONDS, Manager, Brewers Agency, QUILL, MORRIS, LTD., Hotel Brokers and Valuers, 15-21 Dundas street, Christchurch. Telephone 60-969. After hours, 60-442. [1251, 1478, 1442, 1557]
classified-ad: We have a limited number of the famous Ferguson Grain and Manure Drills in stock, so place your order now for autumn sowing. [1660, 632, 1851, 665]
column-3 [427, 57, 631, 1986]
classified-ad: FISH SHOP BUSINESS: A real money spinner! For full particulars apply: C. L. MOCKETT and CO., LTD., Land Agents, Stoke. [842, 1594, 1033, 1627]
classified-ad: CASHMERE Hills. Hackthorne road. 1 acre, 9601 main road frontage, elevated with views. Price £2500. W. E. Simes and Co. [229, 247, 420, 280]
classified-ad: If you are looking for a better climate to live in, you cannot better South Canterbury, and if you want to buy a Farm, no better time to put your name on our register than now. NATIONAL MORTGAGE and AGENCY CO., LTD., TIMARU. LOOK AT THESE FARMS: 200 ACRES: 8 miles from Timaru. Very good water, tidy 7-roomed house, implement shed, etc. Carries 100 ewes, 12 cows. 100 ACRES FREEHOLD: 5-Roomed brick House, good sheds, implements and plant. 1250 ACRES: Rolling country at Fairlie. 4-Roomed house, woolshed, stockyards. Will carry 1100 sheep. 465 ACRES: 3 miles from Geraldine, 8-roomed home, dairy, shed. 466 ACRES: 4 miles from Geraldine, 7-roomed house and buildings. 345 ACRES: 6-roomed Wooden Home. 135 ACRES: 17 miles from Timaru. [842, 1280, 1033, 1474]
classified-ad: MANURE. MANURE. MANURE. [1483, 1654, 1618, 1664]
classified-ad: Printed and Published by the Christchurch Press Company, Ltd., at the registered office of the Company, Cathedral square, Christchurch. [1660, 1723, 1851, 1756]
classified-ad: WHOOPING COUGH CURE with a Money back Guarantee is BETTLE'S EXTRA STRONG COUGH CURE. It relieves Asthmatic, Bronchial, and Chronic Coughs. 2s and 3s. From the Manufacturer, George Bettle, 769 Colombo street, Christchurch. [1660, 1558, 1851, 1626]
classified-ad: FERGUSON 19 h.p. Complete with Hydraulic Pump and three-point linkage. Tyres 80 per cent. Only 180 days warrant. PRICE: £350. [1660, 396, 1851, 429]
classified-ad: HEART OF FENDALTON. DELIGHTFUL MODERN FAMILY BUNGALOW. [1056, 1237, 1228, 1259]
column-header: AUCTIONS [433, 57, 624, 77]
classified-ad: N.Z. FARMERS' CO-OP. ASSN., LTD., Auctioneers, Ashburton. [860, 241, 1015, 262]
classified-ad: For Quality Homes in all districts contact W. D. DALZELL. 'Phone 50-613, 17 Bealey st. 'Phone 48-601. [638, 1238, 829, 1271]
classified-ad: BY Stanmore rd., solid Family Home in excellent order. Contains 3 bedrooms, lounge, livingroom, large kitchen with dinette. Handy city. Bus at service. Wide section with garage, fruit trees and lawns. Real Bank. Price £3100. Sole agents, Charles Horton and Son, 153 Hereford st. 'Phone 62-306. [433, 658, 624, 737]
classified-ad: GLASSHOUSE PROPERTY. APPROX. 11 ACRES with two glasshouses 70 ft x 20 ft and one 22 ft x 18 with heat. This property is in the best part of Christchurch, and the price is only £3300, 8 bedroom £ deposit and the rest on mortgage. [433, 924, 624, 980]
classified-ad: FINANCE available private lending for house purchase. Phone 84-231. [1251, 1643, 1442, 1664]
classified-ad: NEW Bungalows from £300 deposit. Finance arranged. Merritt, 'Phone 77-099 (any time), 147 Peterborough street. [433, 286, 624, 319]
classified-ad: VACANT POSSESSION. MODERN 7 HOUSE. [231, 1617, 418, 1627]
classified-ad: SECTION, Burnside. Near new Fendalton Subdivision. Views, sewer, high pressure, Merritt, 'Phone 77-099 (any time), 147 Peterborough street. [638, 524, 829, 557]
classified-ad: We will offer: On account MR B. E. NEWTON, 'Chatmoss': 50 Romney Ewe Lambs. Account MR W. J. EARLY, 'Trinity': 120 Fat and Forward Down Cross Lambs. 20 Fat and Forward Halfbred Wether Lambs. Account SOUTHERN CLIENT: 75 Romney Ewe Lambs. Account CLIENT: 87 Halfbred Ewe Lambs. Account OTHER CLIENTS: 70 Romney two-tooth Ewes mated Southdown and Southdown Border Leicester Cross Rams April 1 (in lamb). [842, 121, 1033, 234]
classified-ad: Urgently require Men's, Women's and children's Clothes, Books, Shoes, Linen, etc. Highest Prices Will Call. [1660, 1219, 1851, 1252]
classified-ad: FLATS FLATS KAHU ROAD. [1081, 1034, 1202, 1044]
section-heading: FRUIT, PLANTS, PRODUCE [1455, 1429, 1646, 1448]
classified-ad: PYNE, GOULD, GUINNESS LTD. TINWALD SALE. TOMORROW (TUESDAY), MAY 7. [642, 303, 825, 325]
classified-ad: NEW Brick Bungalow, finance arranged. Merritt, 'Phone 77-099 (any time), 147 Peterborough street. [25, 439, 216, 460]
classified-ad: MANUKA, the best wood available. £6 per load, 4 ft long. Also firewood, blocks, etc. Immediate delivery. Ring 55-210. [1660, 809, 1851, 842]
classified-ad: FENDALTON. [1112, 643, 1172, 653]
classified-ad: MEN'S WOMEN'S and CHILDREN'S GOOD CLOTHING. MAC'S, 'PHONE 70-856. 239 COLOMBO STREET. Opposite Sydenham School. [1664, 1169, 1847, 1213]
classified-ad: A. E. BARRELL and CO., Property and Furniture Auctioneers, M.R.E.I.N.Z. MESSRS WILLIAMS and REED, 204 Cashel street, Solicitors for the Vendor. [28, 206, 212, 251]
classified-ad: SCOTT Hydraulic Tipping Trailer, complete with automatic hitch, hose, couplings, and size and 155 hardt. PRICE: £140. [1660, 593, 1851, 626]
classified-ad: CASHMERE ROAD: Beautiful Home in faultless order. 3 bedrooms, lounge, kitchen, double garage. Lovely Garden. £4500. TIRO ROAD: Beautiful Modern Brick Home, 3 bedrooms, 2 lounges. £6950. WAIKARI RD., CLOSE TO Next Home, 3 bedrooms, sunroom, hot and cold water to all bedrooms, garage. £3950. ILAM ROAD: 3 Bedrooms, lounge. Land Department. JOHN GRACE and PRODUCE CO., 'Phone 58-488. [25, 1577, 216, 1679]
classified-ad: BEDROOM Suites urgently wanted. Top prices paid. Cash. 'Phone 75-232, Graveston's, Sydenham. [1660, 995, 1851, 1016]
classified-ad: N. H. McCRORIE and CO. urgently require a Bungalow up to £3750 in the St. Albans, Papanui district. Contact N. H. McCRORIE and CO., LTD., 162 Hereford st. 'Phone 62-090. [1251, 1160, 1442, 1204]
classified-ad: BINNS, Barber and Keenan, Ltd., have Cash Clients requiring Homes in all Localities. Wanted Immediately, Sunny Suburban Home, 2 or 3 bedrooms. No agents. [1251, 1030, 1442, 1075]
classified-ad: C. L. CHRISTENSEN, 119 Victoria st. 'Phone 84-585; After hours 61-870. [1256, 460, 1436, 482]
classified-ad: AND just 20 seconds off Fendalton road. Beautiful Semi-2-Storey Bungalow of 3 bedrooms and sunroom, spacious lounge, diningroom and kitchen, separate toilet, etc. Lovely garden. Close to bus, schools and shops. BINNS, BARBER and KEENAN, LTD. [842, 1088, 1033, 1155]
classified-ad: WELL-ROTTED Manure for Sale; delivered. 'Phone 58-066. 50 YDS. fill grade Soil sell. What offer? 'Phone 58-324. [1455, 1576, 1646, 1609]
column-header: ASHBURTON SALES [842, 57, 1033, 77]
classified-ad: ALL Furniture, Pianos, Washing Machines, etc. wanted urgently. Highest prices paid, cash. 'Phone 75-232, Graveston's, Sydenham. [1660, 956, 1851, 989]
classified-ad: NEW BUNGALOWS. ALL DISTRICTS. BRICK, CONCRETE, WOOD. All Prices, from £2850. [844, 1162, 1031, 1195]
classified-ad: NEW Bungalows from £300 deposit. Finance arranged. Merritt, 'Phone 77-099 (any time), 147 Peterborough street. [229, 286, 420, 319]
classified-ad: BORG CARROL does relieve Catarrh, Sinusitis, Hay Fever. 2s 6d. From George Bettle, 769 Colombo st., Christchurch. [1660, 1283, 1851, 1316]
classified-ad: 2 TO 4 ACRES, [1315, 1273, 1377, 1283]
classified-ad: C. McILROY, 82A Cashel st. 'Ph. 75-169, Ev. 75-973. [1455, 626, 1646, 647]
classified-ad: 16-YEAR-OLD, TWO-STOREY BUNGALOW, 4 BEDROOMS (2 double), Built-in furniture in most. Two living-rooms, kitchen, large bathroom, laundry. Hot water and electric cylinder. Garage. 20 perches. Easy payment. Price £4350 to suit. Must be sold. RURIC HUNTER ('PHONE 58-733) 'The Lively Land Agent.' [229, 1406, 420, 1486]
classified-ad: ATTENTION, WANTED URGENTLY. A Modern Home, 3 to 4 bedrooms. Have cash clients waiting. All districts. 'Phone 79-435. TONKS, NORTON. [1251, 1121, 1442, 1153]
classified-ad: £1900 — ST. MARTINS: Modern Bungalow in good order, with 3 bedrooms, sunroom, lounge, modern kitchen, bathroom, garage, grounds and neat, tidy section. BINNS, BARBER and KEENAN, LTD. [25, 647, 216, 703]
classified-ad: TAPESTRY BRICK BUNGALOW. Lovely part St. Albans. [1253, 488, 1440, 510]
classified-ad: WHATEVER YOUR REQUIREMENTS we are pleased to be of service to you. 'Phone 64-307, or call. W. E. SIMES and CO., 239 Manchester street. Established 1908. [433, 439, 624, 483]
classified-ad: CASHEL St. (10 minutes to Square): Solid Family Home. £2900. Merritt, 'Phone 77-099 (any time), 147 Peterborough street. [842, 360, 1033, 393]
classified-ad: AUTUMN & Sharpening Time. T. G. Harty, Ltd., Victoria st. D.T.C. [1660, 97, 1851, 118]
section-heading: EGGS, POULTRY, ETC. [1455, 1913, 1646, 1932]
section-heading: PROPERTIES FOR SALE [25, 257, 216, 276]
classified-ad: BEAUTIFUL, modern 2-Storey Bungalow. Double garage. Price £8000, nearly two acres, all in glorious gardens, this property well worth inspection. Details and appointments may be obtained from: M. B. COOK and CO., 1524 Hereford street, 'Phone 50-377; after hours 56-766. [1046, 660, 1237, 727]
classified-ad: BURNSIDE road, Fendalton (off): Attractive New Brick Bungalow, 3 bedrooms, 2 living rooms, all electric, garage. Price £4650. Apply W. E. Simes and Co. [25, 332, 216, 377]
section-heading: SPECIALS [1455, 511, 1646, 531]
classified-ad: SHEPHERDS' Heel Dogs, Heading Pups, large selection. Apply T. J. Fenn, Hanmer Springs. [1455, 1885, 1646, 1906]
newspaper-dateline: THE PRESS, MONDAY, MAY 6, 1957. [68, 16, 490, 43]
classified-ad: SOUTHERN CROSS FINANCE CO. LIMITED. [1273, 1671, 1420, 1692]
classified-ad: For Inspection contact: COLLINGWOOD MOTORS. COLLINGWOOD MOTORS. COLLINGWOOD MOTORS. 'Phone 185, Collingwood, NELSON. [1672, 255, 1839, 299]
classified-ad: £2850. RIGHT by Bernard street and St. Anne's R.C. Church. Modern 5-roomed Bungalow, 6 years old, on sewer and high pressure. Garage. Excellent section in lawn and garden. Chatsworth, handy to the convent. BINNS, BARBER and KEENAN, LTD. [842, 811, 1033, 878]
classified-ad: FRUIT AND CONFECTIONERY. Outstanding modern corner shop, in new suburb. Nearly £50 week net profit. Books available to genuine buyer. Price £2750 complete. [1455, 535, 1646, 580]
classified-ad: CLOSE TO SHOPPING CENTRE, ST. ALBANS. C. G. BISHOP, 194 River road. 'Phone 64-396. [447, 489, 610, 522]
classified-ad: LISTER DIESEL LIGHTING PLANT. LISTER DIESEL LIGHTING PLANT. LISTER DIESEL LIGHTING PLANT. [1662, 152, 1849, 191]
classified-ad: BISHOP ST. ST. ALBANS. Good Bungalow, 3 bedrooms. Phone for particulars. FORD and HADFIELD, LTD., 131-133 Worcester st. [848, 721, 1027, 753]
classified-ad: ATTRACTIVE Homes, all localities, all prices. W. E. Simes and Co., 239 Manchester st. (Established 1908). [1046, 109, 1237, 142]
classified-ad: IN THIS GREATLY FAVOURED LOCALITY, A MODERN TILED-ROOF BUNGALOW, 7 years in very good order. It consists of 3 BEDROOMS, LOUNGE, LIVING ROOM, KITCHENETTE, electric cooking facilities. Hot water by electricity. GARAGE. Section 27.6 perches. Rates £23 16s 4d. PRICE £3800. N.Z. FARMERS' CO-OP. ASSN., LTD. Cashel street, Christchurch. 'Phone 77-070, after hours 46-211 or 61-611. [229, 1282, 420, 1384]
classified-ad: WALTER Collison Piano, iron frame, £85. Cash or terms. Delivered. Sedley, Wells, Cashel st., opp. Beaths. [1455, 1260, 1646, 1293]
classified-ad: POULTRY — Pure-bred, 1st quality. Apply Freeman, 113 Tancred st. 'Phone 70-294. [1455, 1965, 1646, 1986]
section-heading: TRADE PERSONALS [1660, 1259, 1851, 1278]
classified-ad: VERY ATTRACTIVE 2-STOREY MODERN BUNGALOW, containing 3 bedrooms, sunroom, lounge, living room, k'ette. Concrete drive, terraced garden. Triple hot water service, electric range, refrigerator, washing machine, venetian blinds, floor coverings, fancy shades. Built by first-class builder. Vacant possession. £4700. SHERRIS and WILSON, LTD., 176 Hereford st. [1046, 847, 1237, 937]
classified-ad: VACANT Possession. Wise Bungalow, built approx. 7 years, situated Sunnybury Hill. Comprising 2 bedrooms, lounge, open fireplace, dining-room, kitchen, laundry, bath, W.C., double garage. Price £2650. Apply to Joe BLACK, Land and Estate Agent, 204 Cashel street. Telephone 60-309. [25, 1383, 216, 1462]
classified-ad: Full Facts, Particulars, Plans, and Specifications. Full Facts, Particulars, Plans, and Specifications. MERRITT: 'Phone 77-099 (any time). MERRITT: 'Phone 77-099 (any time). 147 PETERBOROUGH STREET. FINANCE ARRANGED. [433, 1053, 624, 1109]
classified-ad: SOLID VILLA TYPE RESIDENCE on a Section of 40' perches. Immediate possession. Inspection this morning. We have the keys. [25, 167, 216, 200]
classified-ad: MODERN BUNGALOW just a few years old. Very neat and in a good order. 2 bedrooms, lounge, large kitchenette. Good section and garage. Close to bus, R.C. Church, school, shops. Very Reasonable Price. £2350. SHERRIS and WILSON, LTD., 176 Hereford st. [1251, 803, 1442, 870]
classified-ad: HAAKE Piano, full iron frame, underdamper, lovely tone, £89 10s. Easy terms. C. Beggs and Co., 242-244 Colombo street, Sydenham, Piano Specialists. [1455, 1024, 1646, 1068]
classified-ad: VACANT POSSESSION. L-SHAPED BUNGALOW, built now 3 years, situated Northcote Papanui. Close to excellent bus service, and shops. Comprises 3 double bedrooms, sun, lounge, kitchen, bathroom, laundry, 21 x 15, open fireplace, tile surround, bathroom, porcelain bath, basin, cabinet mirror inset; large kitchenette, stainless steel bench, h.w. service. Garage and tool shed, double glass doors to entrance way, hot water cylinder. Large section, all in good order. Price for urgent sale £4500. JOE BLACK, Land and Estate Agent, 204 Cashel street. Telephone 60-309. [638, 1277, 829, 1414]
classified-ad: Close Boys' High School. Two Modern Flats with a pretty background. Owner's First Class. Also: CLOSE BEALEY AVE. AND CARLTON GRAIN STORE. 2 Fully S.C. Vacant Modern Flats. Lovely location. CARLTON GRAIN and PRODUCE CO., LTD. 16 Papanui road. 'Phone 55-496. [1046, 1050, 1237, 1118]
classified-ad: MASSEY HARRIS PONY, Complete with lights, starter, belt pulley, P.T.O. and hydraulic pump and linkage. Also Tractor Furrow Ploughs, cultivator Mid-mounted Mower. This tractor and equipment in excellent condition. PRICE: £465. [1660, 435, 1851, 491]
classified-ad: FENDALTON Section, 35 perches, cultivated. Ready for building. Terms available. 'Phone 79-763. [25, 383, 216, 404]
classified-ad: GRAVESTON'S OFFER. [1092, 1470, 1192, 1480]
classified-ad: CARTAGE CONTRACTING BUSINESS — THE 'SUNSHINE TOWN.' [1463, 653, 1638, 675]
classified-ad: AVONSIDE, 27-Perch — £925. McGREGORS RD., 40-Perch — £450. BURNSIDE RD., 38-Perch — £600. CORONA RD., 25-Perch — £500. KENWYN AVE., Back Section £650. STRAVEN RD., Back Section. HULSTON'S, LTD., 235 Manchester street, 'Phone 76-215, Evenings 49-477. [1046, 960, 1237, 1028]
classified-ad: ALL Localities. All Prices. See Binns, Barber and Keenan, Ltd. [842, 293, 1033, 314]
classified-ad: DELICIOUS, Dunbar and Sturmers, 30s 40lb case. Delivered. Burns Rd., bus 28 extra. R. G. Dunlop, Aburn. [1455, 1481, 1646, 1514]
classified-ad: A FINANCE CO. has funds available for investing in progressive businesses. Interested in Manufacturing and Distribution. Enquiries treated with strictest confidence. Replies to 'EXPANSION', P7621, 'PRESS.' [1251, 1715, 1442, 1771]
classified-ad: NEW PAUL GERARD PIANOS. See these magnificent new instruments, with beautiful tone. Special low prices. Inspect at PIANO SHOP, 102 Cashel st. 'Phone 61-133. [1455, 1378, 1646, 1422]
classified-ad: MIXED GROCERIES, with 3-4 bedroom accommodation, 5-day week, £250 T.O. Long lease. Low rent. See N. H. McCRORIE and CO., LTD., 162 Hereford st. [1455, 285, 1646, 329]
section-heading: HOTELS FOR SALE [1251, 1453, 1442, 1473]
classified-ad: SAMPS Piano, full iron frame, overstrung, good condition, £97. Cash or terms. Two fine models. Wanted. 'Phone 75-232. [1455, 1221, 1646, 1254]
classified-ad: MOUNT PLEASANT — £3975. Splendid Brick Bungalow with 3 spacious bedrooms, good sunny site, double garage. Easy access. W. McCombie and Co., 120 Hereford street. [25, 709, 216, 753]
classified-ad: FERGUSON, 25 H.P. Complete with hydraulic pump and three-point linkage and tyres 80 per cent. Recently overhauled. PRICE: £365. [1660, 357, 1851, 390]
classified-ad: £3000 — RICCARTON — £3000. Modern Bungalow, 3 good bedrooms, all conveniences. Close to bus. Large mortgage available. Great value. See N. H. McCRORIE and CO., LTD., 162 Hereford st. [1251, 347, 1442, 403]
classified-ad: NEW Brick Bungalow. Finance arranged. Merritt, 'Phone 77-099 (any time), 147 Peterborough street. [638, 406, 829, 427]
classified-ad: £250 OR NEAR OFFER. [1696, 236, 1815, 249]
classified-ad: £3750: CASHMERE Hills, a Beautiful Modern Bungalow, in a glorious situation, 3 sunroom, commanding views, 2 bedrooms, attractive lounge, dining, kitchen. BINNS, BARBER and KEENAN, LTD. [229, 744, 420, 800]
classified-ad: CITY LAND and ESTATE AGENCY, LTD., Chancery lane. 'Phone 65-032. [1465, 410, 1637, 431]
classified-ad: 2 Living Rooms, all newly decorated. Garage. Good Section. TONKS, NORTON and CO., LTD. 'Phone 78-483. [433, 619, 624, 652]
classified-ad: Have You Seen Livingstone's? Ring 62-310. [1046, 188, 1208, 198]
classified-ad: FENDALTON [1318, 696, 1375, 706]
classified-ad: NEW Brick Bungalows, finance arranged. Merritt, 'Phone 77-099 (any time), 147 Peterborough street. [1046, 243, 1237, 265]
section-heading: PROPERTIES FOR SALE [638, 382, 829, 401]
classified-ad: A. E. BARRELL AND CO. [56, 81, 184, 93]
classified-ad: BUY Bottles, Bags, Scrap Metals. 'Phone 80-813. [1660, 1023, 1842, 1033]
classified-ad: AVONSIDE [1323, 786, 1370, 796]
classified-ad: C. R. JONES, Ltd., offer the Highest Cash Prices for good Furniture. 'Phone 73-863 and arrange for inspection. [1660, 1039, 1851, 1072]
classified-ad: DALGETY AND COMPANY, LTD. DALGETY AND COMPANY, LTD. [231, 81, 418, 103]
classified-ad: FOR Rail, Sea, or Air Transport, why not see Whitakers. 'Phone 85-999. [1660, 1696, 1851, 1717]
classified-ad: GLASSHOUSE 85 x 24. BUNGALOW, 2 bedrooms and sunroom included, 30 perches. Garage. Greyhound, £2000 wanted. FORD and HADFIELD, LTD. [25, 838, 216, 883]
column-header: ASHBURTON SALES [638, 57, 829, 77]
classified-ad: £4400 — FENDALTON. Ultra-Modern Bungalow, 4 bedrooms, large lounge, dining room, k'ette, modern kitchen, lovely garden. Beautiful section, very sunny. F. Williamson and Co., owners' agents. [1046, 389, 1237, 434]
classified-ad: Freehold and Leasehold Sections. State Advances loans available. For full particulars contact: E. V. CUNLIFFE, 'Phone 78-631, any time except Sunday. [842, 1201, 1033, 1246]
section-heading: LIVESTOCK, DOGS, ETC. [1455, 1710, 1646, 1729]
classified-ad: SEE Pyne, Gould, Guinness' Auction Dispersal Sale of Jersey Herd. [1455, 1818, 1646, 1839]
classified-ad: WE BUY OLD GOLD, SCRAP SILVER AND OLD JEWELLERY. THE ALGERIAN MFG. CO. LTD., 4th floor, Gloucester and New Regent sts. [1660, 1129, 1851, 1162]
column-6 [1040, 57, 1245, 1986]
classified-ad: ST. MARTINS — Modern Tiled Roof Bungalow, as new. Central position. On sewer and H.P. Reasonably priced at £3750. C. McILROY, 82A Cashel st. 'Phone 79-169, evenings 75-458. [638, 665, 829, 709]
classified-ad: BARNARD Player Piano, full iron frame, 30 rolls, splendid order, £142. Also 10 to 25 Mo. Bergs for music. Pianos, 'Phone 61-133, 41-210 (0.6). [1455, 985, 1646, 1018]
classified-ad: £2650 — FISHER avenue, Beckenham: Lovely 3-roomed Bungalow with 2 k'ettes. Price includes all new carpets and some furniture. Suitable for retired couple. Merritt, 'Phone 77-099 (any time). [1251, 172, 1442, 216]
masthead [18, 16, 1858, 52]
classified-ad: URGENT SALE. £4450. CASHMERE — ON THE FLAT. AN EXCELLENT POSITION. [235, 1492, 413, 1513]
classified-ad: ASHES for drives, paths, factory yards, excellent base. Ring 76-089. [1455, 1453, 1646, 1474]
classified-ad: GROUP BUNGALOWS. GROUP BUNGALOWS. ALL SUBURBS. ALL SUBURBS. [454, 1014, 604, 1047]
classified-ad: THE FARMERS'. THE FARMERS'. TINWALD SALE. TOMORROW (Tuesday), MAY 7. AT 12 NOON. [843, 81, 1033, 114]
classified-ad: Telephone 50-613, 28 Bealey avenue. ST. ALBANS — Modern Roughcast Bungalow just over Bealey Ave. 2 living rooms, 3 bedrooms, kitchenette, Garage. Medium size section. SPREYDON — £3700 — Attractive 3-year-old Tiled Roof Bungalow on small section. Large, tasteful lounge, 2 good bedrooms, all appointments. AVONSIDE — £4250 — 10-year-old Tiled Roof Bungalow with lovely river outlook. Lounge, living room, 2 good bedrooms, nice kitchen, laundry, large garage. Workshop. 26 perch section. [638, 1106, 829, 1231]
column-1 [18, 57, 223, 1986]
classified-ad: ADVANCES made on Motor Vehicles. Telephone 66-121. [1251, 1587, 1442, 1609]
classified-ad: £2100 DEPOSIT. Balance £2500 to suit. Manchester street Business and Residential Section, 613 Waterloo road, Hornby. C. McILROY, 82A Cashel st. 'Phone 75-458. [638, 716, 829, 760]
classified-ad: LIBRARY: Here's your opportunity to open one, 14,000 books. Top-to-date. Ring 83-441. [1455, 81, 1646, 103]
classified-ad: HOON HAY - SPREYDON: Modern Bungalow, Garage, etc. and Bungalow in the Bryndwr-Papanui area, for genuine cash buyers. Home with Cash Client. Prices up to £3200. Sole agent FORD and HADFIELD, LTD. [1251, 1211, 1442, 1267]
classified-ad: 1½ MILES FROM SQUARE. [266, 1390, 382, 1400]
classified-ad: SET of Ferguson Trailing Disc Harrows. Very little used. PRICE: £80. [1660, 565, 1851, 586]
classified-ad: ADVANCES arranged. First Mortgage deals. Also on Freehold cars. 'Phone 69-729. [1251, 1615, 1442, 1636]
classified-ad: £1600 — 300 Deposit, £3 per week. Country Home, 9 rooms, 4 bedrooms, fruit. Sheds. Merritt, 'Phone 77-099 (any time), 147 Peterborough street. [25, 494, 216, 527]
column-header: PROPERTIES FOR SALE [1046, 57, 1237, 77]
classified-ad: PYNE, GOULD, GUINNESS LTD. TINWALD SALE. TOMORROW (TUESDAY), MAY 7. Store Sale commences at 12 Noon. [642, 81, 825, 114]
classified-ad: £5650. FENDALTON. CEDAR BUNGALOW, 3 BEDROOMS, LOUNGE, LARGE KITCHEN. DOUBLE GARAGE. CARPETED THROUGHOUT. SMALL SECTION. EVERYTHING SPOTLESS. RURIC HUNTER ('PHONE 58-733, 'THE LIVELY LAND AGENT.' [435, 1116, 622, 1195]
